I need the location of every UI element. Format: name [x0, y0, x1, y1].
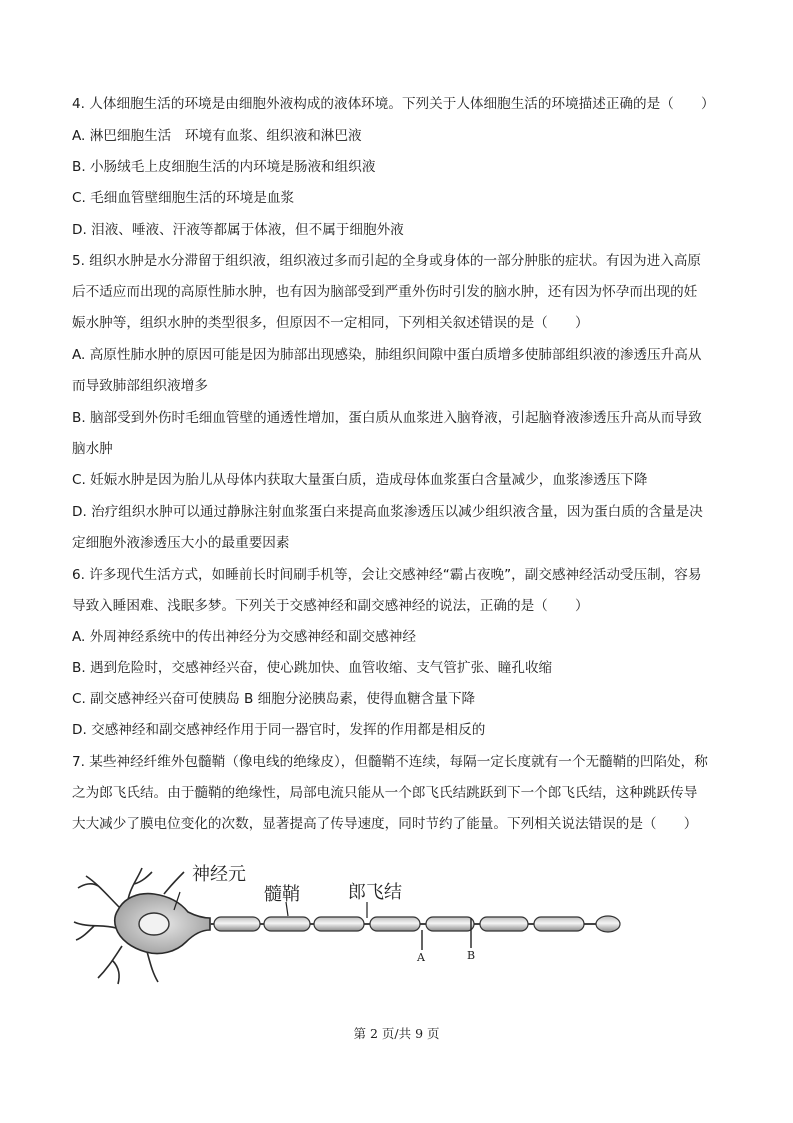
label-point-b: B	[467, 949, 476, 962]
q4-option-a: A. 淋巴细胞生活 环境有血浆、组织液和淋巴液	[72, 128, 362, 144]
q4-stem: 4. 人体细胞生活的环境是由细胞外液构成的液体环境。下列关于人体细胞生活的环境描述正确的是（ ）	[72, 96, 715, 112]
q6-stem-line-1: 6. 许多现代生活方式，如睡前长时间刷手机等，会让交感神经“霸占夜晚”，副交感神经活动受压制，容易	[72, 567, 702, 583]
q7-stem-line-3: 大大减少了膜电位变化的次数，显著提高了传导速度，同时节约了能量。下列相关说法错误的是（ ）	[72, 816, 698, 832]
q4-option-c: C. 毛细血管壁细胞生活的环境是血浆	[72, 190, 295, 206]
q5-option-a-line-1: A. 高原性肺水肿的原因可能是因为肺部出现感染，肺组织间隙中蛋白质增多使肺部组织液的渗透压升高从	[72, 347, 702, 363]
q6-option-a: A. 外周神经系统中的传出神经分为交感神经和副交感神经	[72, 629, 416, 645]
label-myelin: 髓鞘	[264, 884, 300, 905]
q5-option-d-line-1: D. 治疗组织水肿可以通过静脉注射血浆蛋白来提高血浆渗透压以减少组织液含量，因为蛋白质的含量是决	[72, 504, 703, 520]
q4-option-d: D. 泪液、唾液、汗液等都属于体液，但不属于细胞外液	[72, 222, 404, 238]
q5-stem-line-2: 后不适应而出现的高原性肺水肿，也有因为脑部受到严重外伤时引发的脑水肿，还有因为怀孕而出现的妊	[72, 284, 698, 300]
myelin-segment	[264, 917, 310, 931]
neuron-figure	[68, 858, 628, 990]
q5-option-d-line-2: 定细胞外液渗透压大小的最重要因素	[72, 535, 290, 551]
q4-option-b: B. 小肠绒毛上皮细胞生活的内环境是肠液和组织液	[72, 159, 376, 175]
q7-stem-line-2: 之为郎飞氏结。由于髓鞘的绝缘性，局部电流只能从一个郎飞氏结跳跃到下一个郎飞氏结，这种跳跃传导	[72, 785, 698, 801]
myelin-segment	[214, 917, 260, 931]
myelin-segment	[426, 917, 474, 931]
label-point-a: A	[417, 951, 425, 964]
q5-option-b-line-2: 脑水肿	[72, 441, 113, 457]
myelin-segment	[480, 917, 528, 931]
q5-stem-line-3: 娠水肿等，组织水肿的类型很多，但原因不一定相同，下列相关叙述错误的是（ ）	[72, 315, 589, 331]
q5-option-c: C. 妊娠水肿是因为胎儿从母体内获取大量蛋白质，造成母体血浆蛋白含量减少，血浆渗透压下降	[72, 472, 648, 488]
q5-option-b-line-1: B. 脑部受到外伤时毛细血管壁的通透性增加，蛋白质从血浆进入脑脊液，引起脑脊液渗透压升高从而导致	[72, 410, 702, 426]
q6-stem-line-2: 导致入睡困难、浅眠多梦。下列关于交感神经和副交感神经的说法，正确的是（ ）	[72, 598, 589, 614]
label-neuron: 神经元	[192, 864, 246, 885]
axon-terminal	[596, 916, 620, 932]
q7-stem-line-1: 7. 某些神经纤维外包髓鞘（像电线的绝缘皮），但髓鞘不连续，每隔一定长度就有一个无髓鞘的凹陷处，称	[72, 754, 708, 770]
q6-option-b: B. 遇到危险时，交感神经兴奋，使心跳加快、血管收缩、支气管扩张、瞳孔收缩	[72, 660, 553, 676]
q6-option-c: C. 副交感神经兴奋可使胰岛 B 细胞分泌胰岛素，使得血糖含量下降	[72, 691, 476, 707]
page-number: 第 2 页/共 9 页	[353, 1026, 440, 1041]
myelin-segment	[314, 917, 364, 931]
myelin-segments	[214, 917, 584, 931]
myelin-segment	[534, 917, 584, 931]
q5-stem-line-1: 5. 组织水肿是水分滞留于组织液，组织液过多而引起的全身或身体的一部分肿胀的症状。有因为进入高原	[72, 253, 702, 269]
myelin-segment	[370, 917, 420, 931]
q5-option-a-line-2: 而导致肺部组织液增多	[72, 378, 208, 394]
q6-option-d: D. 交感神经和副交感神经作用于同一器官时，发挥的作用都是相反的	[72, 722, 486, 738]
label-node-of-ranvier: 郎飞结	[348, 882, 402, 903]
nucleus	[139, 913, 169, 935]
